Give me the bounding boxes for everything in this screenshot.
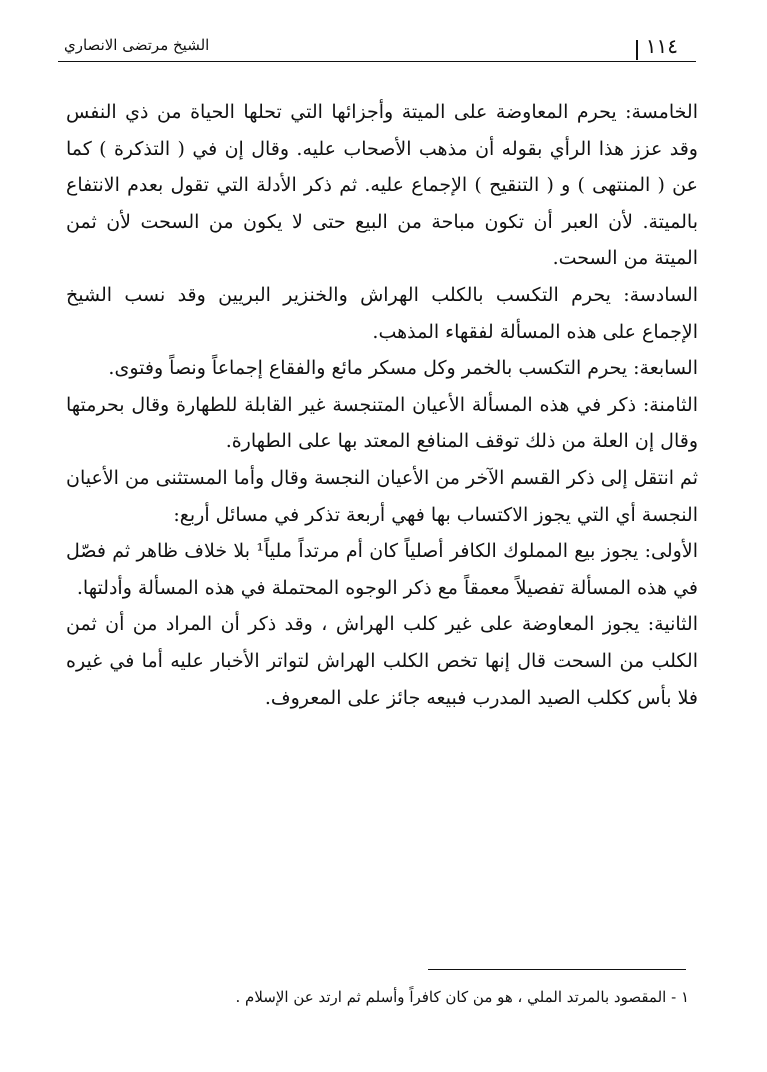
paragraph-second-exception: الثانية: يجوز المعاوضة على غير كلب الهراش ، وقد ذكر أن المراد من أن ثمن الكلب من السحت قال إنها تخص الكلب الهراش لتواتر الأخبار عليه أما في غيره فلا بأس ككلب الصيد المدرب فبيعه جائز على المعروف.: [66, 613, 698, 709]
paragraph-seventh: السابعة: يحرم التكسب بالخمر وكل مسكر مائع والفقاع إجماعاً ونصاً وفتوى.: [108, 357, 698, 380]
footnote-rule: [428, 969, 686, 970]
paragraph-sixth: السادسة: يحرم التكسب بالكلب الهراش والخنزير البريين وقد نسب الشيخ الإجماع على هذه المسألة لفقهاء المذهب.: [66, 283, 698, 343]
header-divider: [636, 40, 638, 60]
main-text: [66, 94, 698, 716]
paragraph-exceptions-intro: ثم انتقل إلى ذكر القسم الآخر من الأعيان النجسة وقال وأما المستثنى من الأعيان النجسة أي التي يجوز الاكتساب بها فهي أربعة تذكر في مسائل أربع:: [66, 466, 698, 526]
paragraph-eighth: الثامنة: ذكر في هذه المسألة الأعيان المتنجسة غير القابلة للطهارة وقال بحرمتها وقال إن العلة من ذلك توقف المنافع المعتد بها على الطهارة.: [66, 393, 698, 453]
header-rule: [58, 61, 696, 63]
page-header: [58, 34, 696, 62]
paragraph-fifth: الخامسة: يحرم المعاوضة على الميتة وأجزائها التي تحلها الحياة من ذي النفس وقد عزز هذا الرأي بقوله أن مذهب الأصحاب عليه. وقال إن في ( التذكرة ) كما عن ( المنتهى ) و ( التنقيح ) الإجماع عليه. ثم ذكر الأدلة التي تقول بعدم الانتفاع بالميتة. لأن العبر أن تكون مباحة من البيع حتى لا يكون من السحت لأن ثمن الميتة من السحت.: [66, 101, 698, 270]
running-title: الشيخ مرتضى الانصاري: [64, 36, 210, 54]
page-number: ١١٤: [645, 34, 678, 58]
footnote: ١ - المقصود بالمرتد الملي ، هو من كان كافراً وأسلم ثم ارتد عن الإسلام .: [235, 988, 689, 1006]
paragraph-first-exception: الأولى: يجوز بيع المملوك الكافر أصلياً كان أم مرتداً ملياً¹ بلا خلاف ظاهر ثم فصّل في هذه المسألة تفصيلاً معمقاً مع ذكر الوجوه المحتملة في هذه المسألة وأدلتها.: [66, 540, 698, 599]
